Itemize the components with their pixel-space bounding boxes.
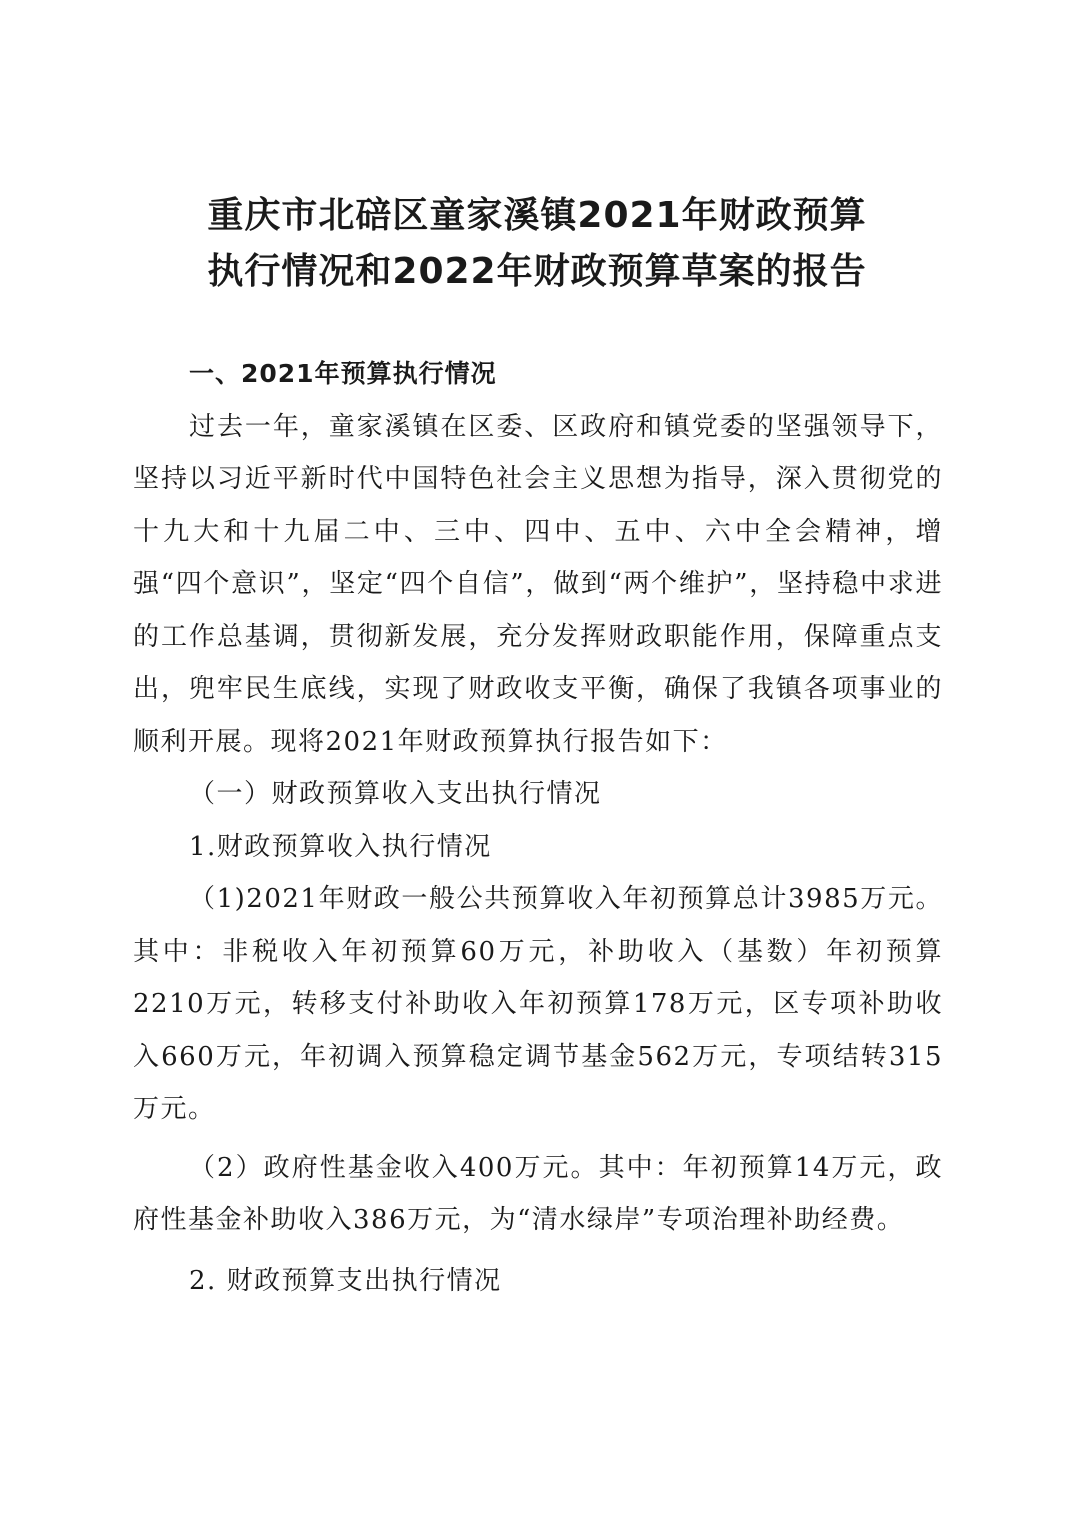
document-body (133, 348, 943, 1307)
item-heading-1: 1.财政预算收入执行情况 (189, 831, 492, 862)
section-heading-1: 一、2021年预算执行情况 (189, 359, 497, 388)
document-title (100, 188, 974, 300)
item-1-paragraph-2: （2）政府性基金收入400万元。其中：年初预算14万元，政府性基金补助收入386万元，为“清水绿岸”专项治理补助经费。 (133, 1152, 943, 1235)
title-line-1: 重庆市北碚区童家溪镇2021年财政预算 (207, 195, 867, 236)
subsection-heading-1: （一）财政预算收入支出执行情况 (189, 779, 602, 809)
intro-paragraph: 过去一年，童家溪镇在区委、区政府和镇党委的坚强领导下，坚持以习近平新时代中国特色社会主义思想为指导，深入贯彻党的十九大和十九届二中、三中、四中、五中、六中全会精神，增强“四个意识”，坚定“四个自信”，做到“两个维护”，坚持稳中求进的工作总基调，贯彻新发展，充分发挥财政职能作用，保障重点支出，兜牢民生底线，实现了财政收支平衡，确保了我镇各项事业的顺利开展。现将2021年财政预算执行报告如下： (133, 411, 943, 757)
item-1-paragraph-1: （1)2021年财政一般公共预算收入年初预算总计3985万元。其中：非税收入年初预算60万元，补助收入（基数）年初预算2210万元，转移支付补助收入年初预算178万元，区专项补助收入660万元，年初调入预算稳定调节基金562万元，专项结转315万元。 (133, 884, 943, 1124)
title-line-2: 执行情况和2022年财政预算草案的报告 (207, 251, 867, 292)
item-heading-2: 2. 财政预算支出执行情况 (189, 1265, 502, 1296)
